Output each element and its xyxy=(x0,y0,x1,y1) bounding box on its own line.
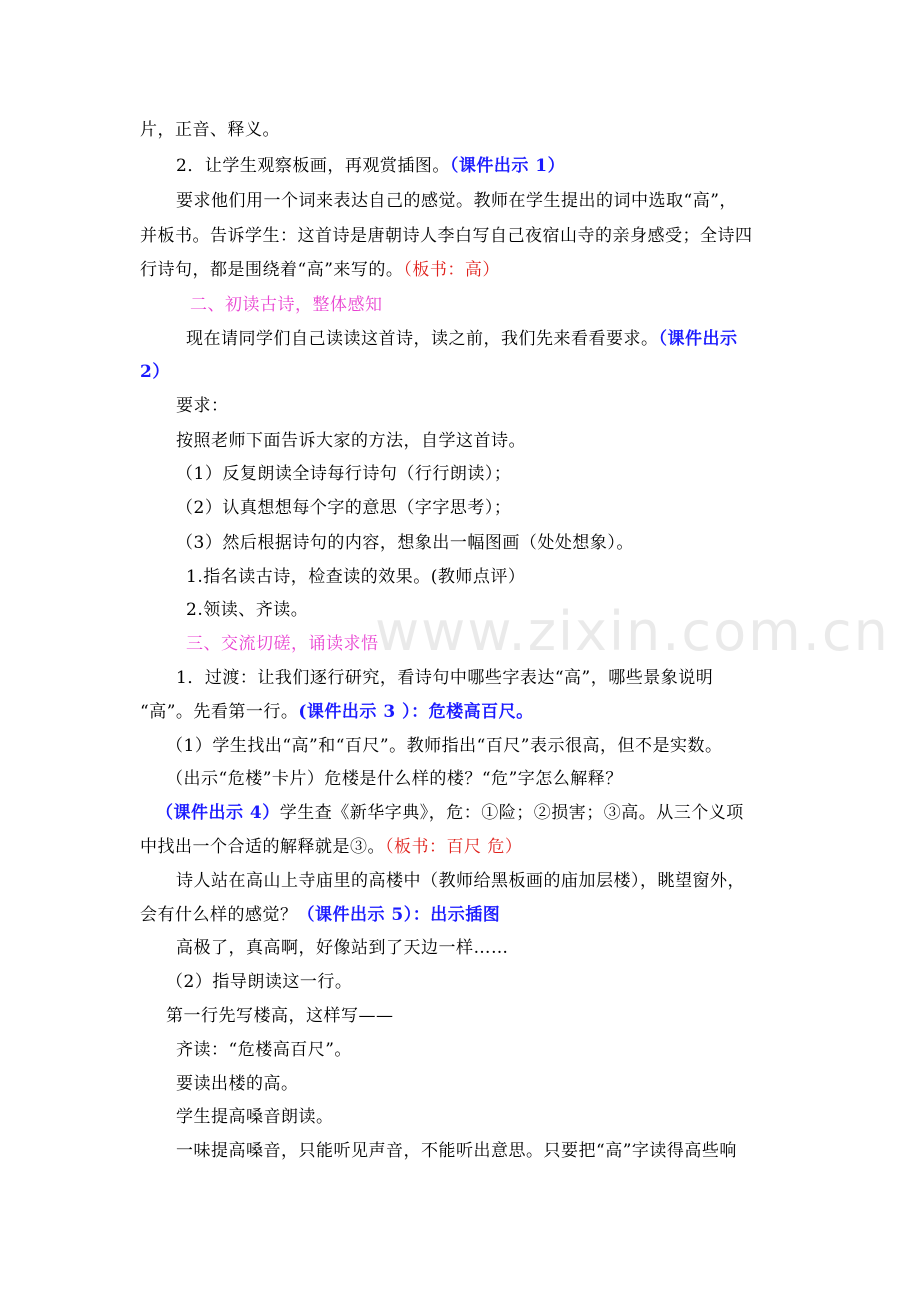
text-line: 一味提高嗓音，只能听见声音，不能听出意思。只要把“高”字读得高些响 xyxy=(176,1141,737,1161)
watermark: www.zixin.com.cn xyxy=(375,600,890,663)
text-line: 要求他们用一个词来表达自己的感觉。教师在学生提出的词中选取“高”， xyxy=(176,191,737,211)
text-line: （1）学生找出“高”和“百尺”。教师指出“百尺”表示很高，但不是实数。 xyxy=(166,736,723,756)
text-line: 要读出楼的高。 xyxy=(176,1074,299,1094)
board-note: （板书：高） xyxy=(403,260,500,280)
section-heading-2: 二、初读古诗，整体感知 xyxy=(190,295,383,315)
text-line: 现在请同学们自己读读这首诗，读之前，我们先来看看要求。（课件出示 xyxy=(186,329,738,349)
courseware-cue: (课件出示 3 ）：危楼高百尺。 xyxy=(298,702,534,722)
text-line: 行诗句，都是围绕着“高”来写的。（板书：高） xyxy=(140,260,500,280)
courseware-cue: （课件出示 5）：出示插图 xyxy=(297,905,501,925)
text-line: “高”。先看第一行。(课件出示 3 ）：危楼高百尺。 xyxy=(140,702,534,722)
list-item: （2）认真想想每个字的意思（字字思考）； xyxy=(176,498,512,518)
text-line: 片，正音、释义。 xyxy=(140,120,280,140)
text-line: 会有什么样的感觉？（课件出示 5）：出示插图 xyxy=(140,905,501,925)
text-line: （出示“危楼”卡片）危楼是什么样的楼？“危”字怎么解释？ xyxy=(166,769,623,789)
courseware-cue: （课件出示 1） xyxy=(449,156,566,176)
text-line: 学生提高嗓音朗读。 xyxy=(176,1107,334,1127)
courseware-cue: 2） xyxy=(140,362,170,382)
text-line: 诗人站在高山上寺庙里的高楼中（教师给黑板画的庙加层楼），眺望窗外， xyxy=(176,871,745,891)
text-line: 并板书。告诉学生：这首诗是唐朝诗人李白写自己夜宿山寺的亲身感受；全诗四 xyxy=(140,226,753,246)
courseware-cue: （课件出示 4） xyxy=(156,803,280,823)
text-line: （2）指导朗读这一行。 xyxy=(166,972,353,992)
text-line: 1．过渡：让我们逐行研究，看诗句中哪些字表达“高”，哪些景象说明 xyxy=(176,668,714,688)
list-item: 1.指名读古诗，检查读的效果。(教师点评） xyxy=(186,567,526,587)
text-line xyxy=(140,360,170,384)
text-line: 要求： xyxy=(176,396,229,416)
courseware-cue: （课件出示 xyxy=(658,329,738,349)
text-line: （课件出示 4）学生查《新华字典》，危：①险；②损害；③高。从三个义项 xyxy=(156,803,744,823)
section-heading-3: 三、交流切磋，诵读求悟 xyxy=(186,634,379,654)
text-line: 按照老师下面告诉大家的方法，自学这首诗。 xyxy=(176,431,526,451)
text-line: 齐读：“危楼高百尺”。 xyxy=(176,1040,352,1060)
text-line: 第一行先写楼高，这样写—— xyxy=(166,1006,394,1026)
list-item: （3）然后根据诗句的内容，想象出一幅图画（处处想象）。 xyxy=(176,533,634,553)
board-note: （板书：百尺 危） xyxy=(385,837,523,857)
text-line: 高极了，真高啊，好像站到了天边一样…… xyxy=(176,938,509,958)
list-item: 2.领读、齐读。 xyxy=(186,600,309,620)
list-item: （1）反复朗读全诗每行诗句（行行朗读）； xyxy=(176,464,512,484)
text-line: 2．让学生观察板画，再观赏插图。（课件出示 1） xyxy=(176,156,566,176)
text-line: 中找出一个合适的解释就是③。（板书：百尺 危） xyxy=(140,837,523,857)
